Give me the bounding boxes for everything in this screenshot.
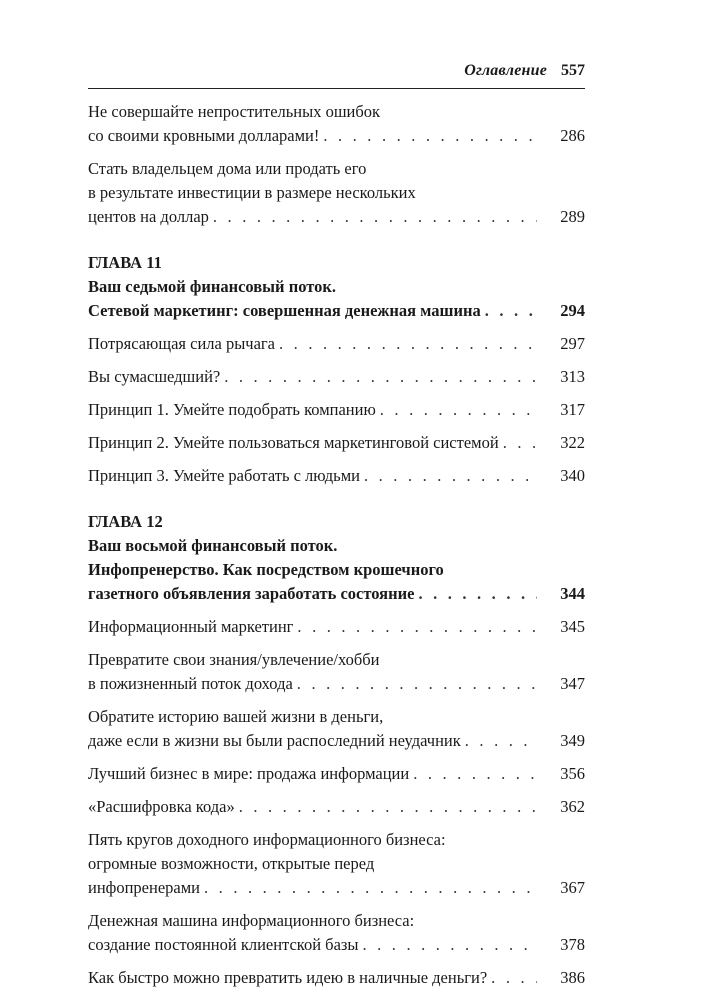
toc-page-number: 313 <box>560 367 585 386</box>
toc-entry <box>88 398 585 422</box>
dot-leader <box>363 933 538 957</box>
chapter-title-line: Ваш седьмой финансовый поток. <box>88 277 336 296</box>
toc-entry <box>88 332 585 356</box>
chapter-title-line: Инфопренерство. Как посредством крошечного <box>88 560 444 579</box>
dot-leader <box>204 876 537 900</box>
toc-entry <box>88 100 585 148</box>
toc-entry <box>88 615 585 639</box>
toc-page-number: 294 <box>560 301 585 320</box>
chapter-label: ГЛАВА 12 <box>88 512 163 531</box>
chapter-title-line: Ваш восьмой финансовый поток. <box>88 536 338 555</box>
dot-leader <box>485 299 537 323</box>
dot-leader <box>413 762 537 786</box>
toc-entry-line: Денежная машина информационного бизнеса: <box>88 911 415 930</box>
dot-leader <box>213 205 537 229</box>
toc-page-number: 362 <box>560 797 585 816</box>
toc-entry <box>88 431 585 455</box>
toc-page-number: 289 <box>560 207 585 226</box>
toc-entry <box>88 705 585 753</box>
toc-entry-line: огромные возможности, открытые перед <box>88 854 375 873</box>
toc-entry-line: Превратите свои знания/увлечение/хобби <box>88 650 380 669</box>
toc-page-number: 367 <box>560 878 585 897</box>
toc-entry-line: Лучший бизнес в мире: продажа информации <box>88 764 410 783</box>
toc-entry <box>88 909 585 957</box>
toc-page-number: 345 <box>560 617 585 636</box>
page-number: 557 <box>561 62 585 79</box>
toc-entry-line: Не совершайте непростительных ошибок <box>88 102 381 121</box>
toc-entry <box>88 966 585 990</box>
chapter-label: ГЛАВА 11 <box>88 253 162 272</box>
chapter-12 <box>88 510 585 990</box>
dot-leader <box>364 464 537 488</box>
toc-page-number: 317 <box>560 400 585 419</box>
toc-page-number: 322 <box>560 433 585 452</box>
toc-entry <box>88 365 585 389</box>
dot-leader <box>279 332 537 356</box>
toc-entry-line: Информационный маркетинг <box>88 617 294 636</box>
dot-leader <box>224 365 537 389</box>
toc-entry <box>88 648 585 696</box>
section-title: Оглавление <box>464 62 547 79</box>
running-header <box>88 62 585 89</box>
toc-entry <box>88 828 585 900</box>
dot-leader <box>323 124 537 148</box>
toc-entry-line: центов на доллар <box>88 207 209 226</box>
toc-entry-line: Пять кругов доходного информационного бизнеса: <box>88 830 446 849</box>
toc-entry-line: Вы сумасшедший? <box>88 367 221 386</box>
toc-entry <box>88 464 585 488</box>
dot-leader <box>297 672 537 696</box>
table-of-contents <box>88 100 585 999</box>
dot-leader <box>297 615 537 639</box>
chapter-title-line: газетного объявления заработать состояние <box>88 584 415 603</box>
toc-page-number: 344 <box>560 584 585 603</box>
toc-page-number: 297 <box>560 334 585 353</box>
toc-entry-line: «Расшифровка кода» <box>88 797 235 816</box>
dot-leader <box>239 795 537 819</box>
toc-page-number: 356 <box>560 764 585 783</box>
toc-entry-line: Потрясающая сила рычага <box>88 334 276 353</box>
toc-entry <box>88 157 585 229</box>
toc-entry-line: инфопренерами <box>88 878 201 897</box>
dot-leader <box>380 398 537 422</box>
dot-leader <box>465 729 537 753</box>
toc-entry <box>88 795 585 819</box>
dot-leader <box>503 431 537 455</box>
toc-page-number: 286 <box>560 126 585 145</box>
toc-entry-line: в результате инвестиции в размере нескольких <box>88 183 416 202</box>
toc-entry-line: даже если в жизни вы были распоследний неудачник <box>88 731 461 750</box>
toc-page-number: 378 <box>560 935 585 954</box>
dot-leader <box>418 582 537 606</box>
toc-entry-line: со своими кровными долларами! <box>88 126 320 145</box>
toc-page-number: 340 <box>560 466 585 485</box>
toc-page-number: 347 <box>560 674 585 693</box>
toc-entry <box>88 762 585 786</box>
chapter-title-line: Сетевой маркетинг: совершенная денежная машина <box>88 301 481 320</box>
chapter-11 <box>88 251 585 488</box>
toc-page-number: 349 <box>560 731 585 750</box>
toc-entry-line: Как быстро можно превратить идею в наличные деньги? <box>88 968 488 987</box>
toc-entry-line: Принцип 2. Умейте пользоваться маркетинговой системой <box>88 433 499 452</box>
toc-entry-line: Принцип 3. Умейте работать с людьми <box>88 466 360 485</box>
dot-leader <box>491 966 537 990</box>
toc-entry-line: Стать владельцем дома или продать его <box>88 159 367 178</box>
toc-entry-line: Обратите историю вашей жизни в деньги, <box>88 707 384 726</box>
toc-entry-line: в пожизненный поток дохода <box>88 674 293 693</box>
toc-page-number: 386 <box>560 968 585 987</box>
toc-entry-line: создание постоянной клиентской базы <box>88 935 359 954</box>
toc-entry-line: Принцип 1. Умейте подобрать компанию <box>88 400 376 419</box>
